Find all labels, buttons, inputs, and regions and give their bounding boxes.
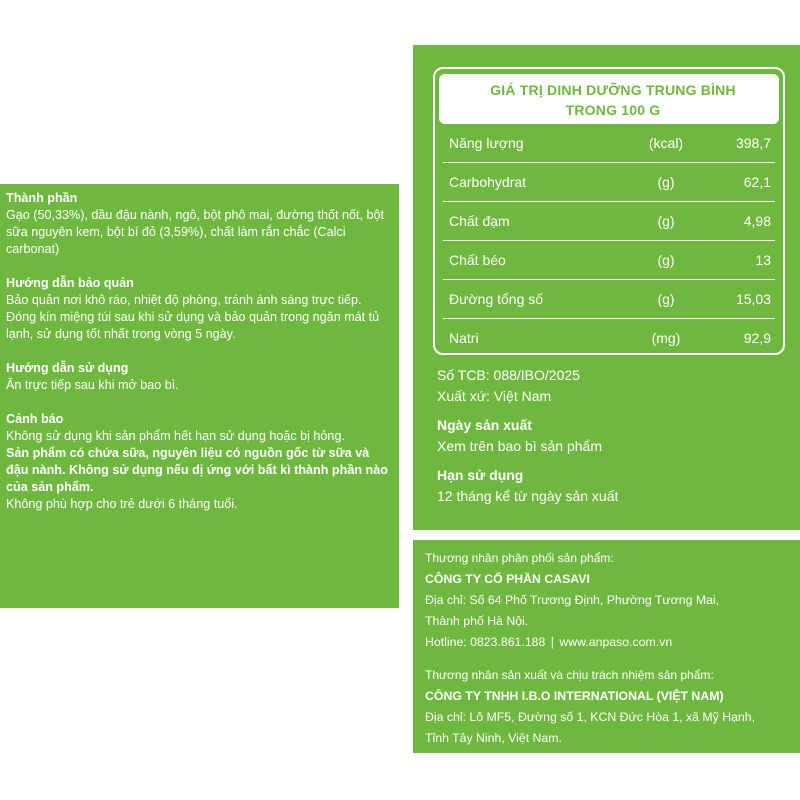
manufacture-date-label: Ngày sản xuất: [437, 417, 532, 433]
nutrient-value: 62,1: [743, 174, 771, 190]
nutrient-unit: (mg): [651, 330, 681, 346]
distributor-hotline: Hotline: 0823.861.188: [425, 635, 546, 649]
nutrition-row: [443, 319, 775, 357]
ingredients-section: [6, 190, 391, 258]
nutrition-table: [433, 67, 785, 355]
nutrient-unit: (kcal): [648, 135, 684, 151]
registration-number: Số TCB: 088/IBO/2025: [437, 367, 580, 383]
nutrition-row: [443, 241, 775, 280]
nutrient-name: Chất đạm: [449, 213, 510, 229]
manufacturer-company: CÔNG TY TNHH I.B.O INTERNATIONAL (VIỆT NAM): [425, 689, 724, 703]
distributor-block: [425, 548, 800, 653]
expiry-label: Hạn sử dụng: [437, 467, 524, 483]
warning-text-allergen: Sản phẩm có chứa sữa, nguyên liệu có nguồn gốc từ sữa và đậu nành. Không sử dụng nếu dị ứng với bất kì thành phần nào của sản phẩm.: [6, 446, 388, 494]
manufacture-date-block: [437, 415, 800, 457]
nutrition-title: [439, 74, 779, 124]
warning-text-3: Không phù hợp cho trẻ dưới 6 tháng tuổi.: [6, 497, 238, 511]
ingredients-panel: [0, 184, 399, 608]
nutrition-row: [443, 202, 775, 241]
nutrition-rows: [439, 124, 779, 357]
distributor-website: www.anpaso.com.vn: [559, 635, 673, 649]
nutrient-unit: (g): [657, 252, 675, 268]
manufacturer-address-1: Địa chỉ: Lô MF5, Đường số 1, KCN Đức Hòa 1, xã Mỹ Hạnh,: [425, 710, 756, 724]
storage-section: [6, 275, 391, 343]
nutrition-title-line-1: GIÁ TRỊ DINH DƯỠNG TRUNG BÌNH: [490, 82, 736, 98]
nutrient-unit: (g): [657, 174, 675, 190]
usage-heading: Hướng dẫn sử dụng: [6, 361, 129, 375]
nutrient-unit: (g): [657, 213, 675, 229]
manufacturer-label: Thương nhân sản xuất và chịu trách nhiệm sản phẩm:: [425, 668, 714, 682]
nutrient-value: 4,98: [743, 213, 771, 229]
spacer: [425, 653, 800, 665]
storage-heading: Hướng dẫn bảo quản: [6, 276, 134, 290]
ingredients-text: Gạo (50,33%), dầu đậu nành, ngô, bột phô mai, đường thốt nốt, bột sữa nguyên kem, bột bí đỏ (3,59%), chất làm rắn chắc (Calci carbonat): [6, 208, 384, 256]
warning-section: [6, 411, 391, 513]
manufacture-date-value: Xem trên bao bì sản phẩm: [437, 438, 602, 454]
company-panel: [413, 540, 800, 753]
storage-text-2: Đóng kín miệng túi sau khi sử dụng và bảo quản trong ngăn mát tủ lạnh, sử dụng tốt nhất trong vòng 5 ngày.: [6, 310, 380, 341]
warning-heading: Cảnh báo: [6, 412, 64, 426]
expiry-value: 12 tháng kể từ ngày sản xuất: [437, 488, 619, 504]
nutrient-unit: (g): [657, 291, 675, 307]
manufacturer-address-2: Tỉnh Tây Ninh, Việt Nam.: [425, 731, 562, 745]
distributor-address-2: Thành phố Hà Nội.: [425, 614, 529, 628]
expiry-block: [437, 465, 800, 507]
contact-separator: |: [550, 635, 554, 649]
distributor-contact: [425, 632, 800, 653]
nutrient-value: 398,7: [735, 135, 771, 151]
nutrition-row: [443, 124, 775, 163]
ingredients-heading: Thành phần: [6, 191, 78, 205]
manufacturer-block: [425, 665, 800, 749]
nutrient-value: 92,9: [743, 330, 771, 346]
nutrient-name: Natri: [449, 330, 479, 346]
product-info: [433, 365, 800, 507]
nutrient-name: Chất béo: [449, 252, 506, 268]
warning-text-1: Không sử dụng khi sản phẩm hết hạn sử dụng hoặc bị hỏng.: [6, 429, 345, 443]
nutrient-name: Năng lượng: [449, 135, 524, 151]
distributor-address-1: Địa chỉ: Số 64 Phố Trương Định, Phường Tương Mai,: [425, 593, 720, 607]
distributor-label: Thương nhân phân phối sản phẩm:: [425, 551, 614, 565]
usage-section: [6, 360, 391, 394]
origin: Xuất xứ: Việt Nam: [437, 388, 552, 404]
distributor-company: CÔNG TY CỔ PHẦN CASAVI: [425, 572, 590, 586]
storage-text-1: Bảo quản nơi khô ráo, nhiệt độ phòng, tránh ánh sáng trực tiếp.: [6, 293, 362, 307]
nutrient-value: 13: [755, 252, 771, 268]
usage-text: Ăn trực tiếp sau khi mở bao bì.: [6, 378, 179, 392]
nutrient-name: Đường tổng số: [449, 291, 544, 307]
nutrition-row: [443, 163, 775, 202]
nutrition-row: [443, 280, 775, 319]
nutrition-title-line-2: TRONG 100 G: [565, 102, 661, 118]
nutrient-name: Carbohydrat: [449, 174, 527, 190]
nutrition-panel: [413, 45, 800, 530]
nutrient-value: 15,03: [735, 291, 771, 307]
